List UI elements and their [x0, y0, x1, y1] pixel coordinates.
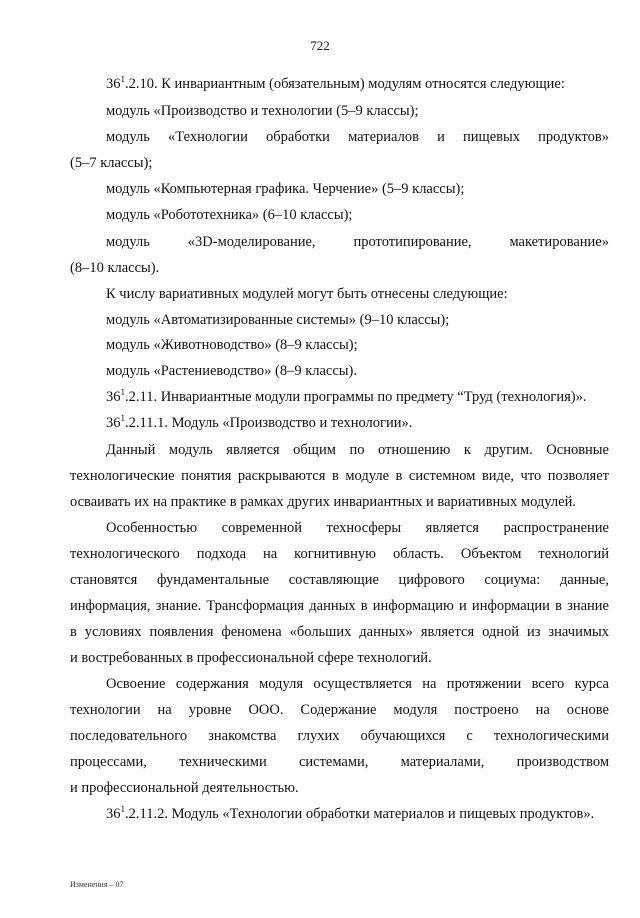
paragraph-line: последовательного знакомства глухих обучающихся с технологическими: [70, 728, 609, 744]
section-heading-2-11-1: $36^1.2.11.1$. Модуль «Производство и технологии».: [106, 413, 413, 431]
paragraph-line: в условиях появления феномена «больших данных» является одной из значимых: [70, 624, 609, 640]
paragraph-line: Особенностью современной техносферы является распространение: [106, 520, 609, 536]
paragraph-line: технологические понятия раскрываются в модуле в системном виде, что позволяет: [70, 468, 609, 484]
list-item-cont: (5–7 классы);: [70, 155, 153, 171]
list-item: модуль «Технологии обработки материалов и пищевых продуктов»: [106, 129, 609, 145]
paragraph-line: и востребованных в профессиональной сфере технологий.: [70, 650, 432, 666]
paragraph-line: осваивать их на практике в рамках других инвариантных и вариативных модулей.: [70, 494, 576, 510]
paragraph-line: Освоение содержания модуля осуществляется на протяжении всего курса: [106, 676, 609, 692]
list-item-cont: (8–10 классы).: [70, 260, 160, 276]
list-item: модуль «Растениеводство» (8–9 классы).: [106, 363, 357, 379]
paragraph-line: становятся фундаментальные составляющие цифрового социума: данные,: [70, 572, 609, 588]
list-item: модуль «3D-моделирование, прототипирование, макетирование»: [106, 234, 609, 250]
section-heading-2-10: $36^1.2.10$. К инвариантным (обязательным) модулям относятся следующие:: [106, 74, 565, 92]
paragraph-line: информация, знание. Трансформация данных в информацию и информации в знание: [70, 598, 609, 614]
paragraph-line: процессами, техническими системами, материалами, производством: [70, 754, 609, 770]
paragraph-line: и профессиональной деятельностью.: [70, 780, 299, 796]
paragraph-line: Данный модуль является общим по отношению к другим. Основные: [106, 442, 609, 458]
list-item: модуль «Животноводство» (8–9 классы);: [106, 337, 358, 353]
footer-note: Изменения – 07: [70, 880, 124, 889]
list-item: модуль «Компьютерная графика. Черчение» (5–9 классы);: [106, 181, 465, 197]
list-item: модуль «Автоматизированные системы» (9–10 классы);: [106, 312, 450, 328]
paragraph-line: технологического подхода на когнитивную область. Объектом технологий: [70, 546, 609, 562]
paragraph-line: технологии на уровне ООО. Содержание модуля построено на основе: [70, 702, 609, 718]
list-item: модуль «Робототехника» (6–10 классы);: [106, 207, 353, 223]
page-number: 722: [310, 38, 330, 53]
paragraph-line: К числу вариативных модулей могут быть отнесены следующие:: [106, 286, 508, 302]
section-heading-2-11-2: $36^1.2.11.2$. Модуль «Технологии обработки материалов и пищевых продуктов».: [106, 804, 595, 822]
list-item: модуль «Производство и технологии (5–9 классы);: [106, 103, 419, 119]
section-heading-2-11: $36^1.2.11$. Инвариантные модули программы по предмету “Труд (технология)».: [106, 387, 587, 405]
